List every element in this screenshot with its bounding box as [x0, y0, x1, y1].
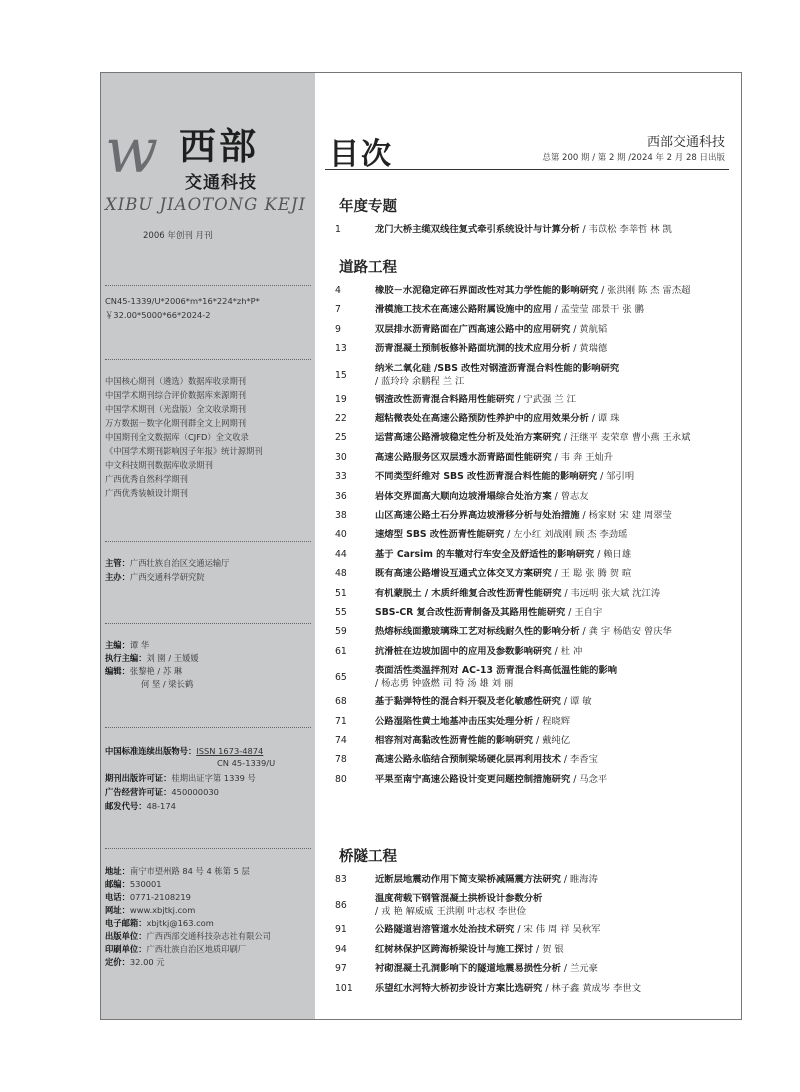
publication-code-line: CN45-1339/U*2006*m*16*224*zh*P*	[105, 296, 260, 306]
toc-entry-title	[375, 432, 690, 444]
article-authors: / 韦远明 张大斌 沈江涛	[561, 587, 661, 599]
article-title: 衬砌混凝土孔洞影响下的隧道地震易损性分析	[375, 963, 561, 975]
article-title: 滑模施工技术在高速公路附属设施中的应用	[375, 304, 552, 316]
postal-label: 邮发代号：	[105, 801, 147, 811]
article-authors: / 宋 伟 周 祥 吴秋军	[514, 924, 601, 936]
contact-label: 电话：	[105, 892, 130, 902]
indexing-item: 《中国学术期刊影响因子年报》统计源期刊	[105, 446, 263, 456]
journal-logo-title: 西部	[179, 125, 259, 168]
article-authors: / 谭 敏	[560, 696, 592, 708]
toc-page-number: 74	[335, 735, 347, 746]
license-value: 桂期出证字第 1339 号	[171, 773, 256, 783]
toc-entry-title	[375, 529, 627, 541]
article-authors: / 马念平	[570, 773, 608, 785]
toc-page-number: 51	[335, 587, 347, 599]
article-authors: / 汪继平 麦荣章 曹小燕 王永斌	[560, 432, 691, 444]
toc-entry-title	[375, 549, 631, 561]
article-authors: / 左小红 刘战刚 顾 杰 李劲瑶	[504, 529, 628, 541]
article-authors: / 兰元豪	[560, 963, 598, 975]
toc-page-number: 30	[335, 451, 347, 463]
article-title: 岩体交界面高大顺向边坡滑塌综合处治方案	[375, 490, 552, 502]
toc-page-number: 71	[335, 715, 347, 727]
indexing-item: 中国学术期刊综合评价数据库来源期刊	[105, 390, 247, 400]
article-title: 表面活性类温拌剂对 AC-13 沥青混合料高低温性能的影响	[375, 665, 618, 677]
article-authors: / 王自宇	[565, 607, 603, 618]
chief-editor-line	[105, 639, 149, 653]
article-authors: / 龚 宇 杨皓安 曾庆华	[579, 626, 672, 638]
toc-entry-title	[375, 285, 690, 297]
postal-value: 48-174	[146, 801, 176, 811]
toc-page-number: 55	[335, 607, 347, 618]
toc-entry-title	[375, 924, 600, 936]
article-authors: / 睢海涛	[560, 874, 598, 885]
issn-value: ISSN 1673-4874	[196, 746, 264, 756]
toc-entry-title	[375, 324, 607, 336]
sponsor-value: 广西交通科学研究院	[129, 572, 205, 582]
article-title: 近断层地震动作用下简支梁桥减隔震方法研究	[375, 874, 561, 885]
article-authors: / 杜 冲	[551, 645, 583, 657]
divider	[105, 623, 311, 624]
toc-entry-title	[375, 665, 617, 677]
divider	[105, 727, 311, 728]
article-authors: / 韦 奔 王灿升	[551, 451, 614, 463]
exec-editor-value: 刘 園 / 王媛媛	[146, 653, 199, 663]
toc-entry-title	[375, 224, 672, 236]
toc-page-number: 86	[335, 900, 347, 912]
toc-entry-title	[375, 735, 570, 747]
toc-page-number: 13	[335, 343, 347, 355]
article-authors: / 黄航韬	[570, 323, 608, 335]
supervisor-line	[105, 557, 229, 571]
article-authors: / 邹引明	[597, 471, 635, 483]
article-title: 平果至南宁高速公路设计变更问题控制措施研究	[375, 773, 571, 785]
toc-entry-title	[375, 626, 672, 638]
toc-page-number: 22	[335, 413, 347, 424]
contact-label: 邮编：	[105, 879, 130, 889]
article-authors: / 杨志勇 钟盛燃 司 特 汤 雄 刘 丽	[375, 678, 514, 690]
article-title: SBS-CR 复合改性沥青制备及其路用性能研究	[375, 607, 566, 618]
contact-value: 南宁市望州路 84 号 4 栋第 5 层	[129, 866, 250, 876]
toc-page-number: 25	[335, 432, 347, 444]
journal-pinyin-name: XIBU JIAOTONG KEJI	[105, 195, 307, 214]
article-title: 基于 Carsim 的车辙对行车安全及舒适性的影响研究	[375, 548, 595, 560]
indexing-item: 中国学术期刊（光盘版）全文收录期刊	[105, 404, 247, 414]
toc-entry-title	[375, 774, 607, 786]
toc-page-number: 33	[335, 471, 347, 483]
toc-entry-title	[375, 983, 641, 995]
article-authors: / 戎 艳 解威威 王洪刚 叶志权 李世俭	[375, 906, 527, 918]
article-authors: / 张洪刚 陈 杰 雷杰超	[598, 285, 691, 296]
article-title: 橡胶－水泥稳定碎石界面改性对其力学性能的影响研究	[375, 285, 599, 296]
sponsor-line	[105, 571, 205, 585]
toc-entry-title	[375, 491, 589, 503]
toc-entry-title	[375, 588, 660, 600]
contact-value: 530001	[129, 879, 162, 889]
article-authors: / 谭 珠	[588, 413, 620, 424]
toc-page-number: 94	[335, 943, 347, 955]
toc-entry-title	[375, 944, 564, 956]
contact-row	[105, 904, 195, 918]
contact-value: 0771-2108219	[129, 892, 191, 902]
toc-page-number: 15	[335, 369, 347, 381]
toc-entry-title	[375, 874, 598, 886]
toc-section-heading: 桥隧工程	[339, 849, 397, 865]
article-title: 既有高速公路增设互通式立体交叉方案研究	[375, 568, 552, 580]
toc-section-heading: 道路工程	[339, 260, 397, 276]
article-title: 速熔型 SBS 改性沥青性能研究	[375, 529, 505, 541]
contact-label: 地址：	[105, 866, 130, 876]
journal-logo-subtitle: 交通科技	[185, 173, 257, 193]
toc-page-number: 1	[335, 224, 341, 235]
article-authors: / 宁武强 兰 江	[514, 393, 576, 405]
editor-value: 张黎艳 / 苏 琳	[129, 666, 183, 676]
article-title: 公路隧道岩溶管道水处治技术研究	[375, 924, 515, 936]
toc-page-number: 44	[335, 548, 347, 560]
ad-license-label: 广告经营许可证：	[105, 787, 172, 797]
toc-entry-title	[375, 893, 542, 905]
article-title: 不同类型纤维对 SBS 改性沥青混合料性能的影响研究	[375, 471, 598, 483]
contact-label: 定价：	[105, 957, 130, 967]
toc-page-number: 101	[335, 982, 353, 994]
publication-code-line: ￥32.00*5000*66*2024-2	[105, 310, 211, 320]
contact-label: 印刷单位：	[105, 944, 147, 954]
toc-page-number: 38	[335, 510, 347, 521]
website-link[interactable]: www.xbjtkj.com	[129, 905, 196, 915]
article-title: 山区高速公路土石分界高边坡滑移分析与处治措施	[375, 510, 580, 521]
article-title: 抗滑桩在边坡加固中的应用及参数影响研究	[375, 645, 552, 657]
toc-section-heading: 年度专题	[339, 199, 397, 215]
contact-row	[105, 956, 165, 970]
article-authors: / 林子鑫 黄成岑 李世文	[542, 982, 641, 994]
article-title: 红树林保护区跨海桥梁设计与施工探讨	[375, 943, 534, 955]
article-title: 沥青混凝土预制板修补路面坑洞的技术应用分析	[375, 343, 571, 355]
article-authors: / 孟莹莹 邵景干 张 鹏	[551, 304, 644, 316]
cn-number: CN 45-1339/U	[217, 758, 276, 768]
toc-entry-title	[375, 716, 570, 728]
toc-page-number: 48	[335, 568, 347, 580]
chief-editor-label: 主编：	[105, 640, 130, 650]
article-authors: / 程晓辉	[533, 715, 570, 727]
toc-entry-title	[375, 646, 582, 658]
contact-label: 网址：	[105, 905, 130, 915]
article-title: 温度荷载下钢管混凝土拱桥设计参数分析	[375, 893, 543, 905]
toc-entry-title	[375, 568, 631, 580]
toc-page-number: 80	[335, 773, 347, 785]
article-title: 热熔标线面撒玻璃珠工艺对标线耐久性的影响分析	[375, 626, 580, 638]
article-authors: / 曾志友	[551, 490, 589, 502]
supervisor-value: 广西壮族自治区交通运输厅	[129, 558, 230, 568]
editor-line-2: 何 坚 / 梁长鹤	[141, 679, 194, 689]
contact-value: 32.00 元	[129, 957, 165, 967]
ad-license-line	[105, 786, 219, 800]
page-frame	[100, 72, 742, 1020]
contact-row	[105, 930, 271, 944]
contact-value: 广西西部交通科技杂志社有限公司	[146, 931, 271, 941]
article-title: 运营高速公路滑坡稳定性分析及处治方案研究	[375, 432, 561, 444]
indexing-item: 中国期刊全文数据库（CJFD）全文收录	[105, 432, 249, 442]
toc-page-number: 97	[335, 963, 347, 975]
divider	[105, 541, 311, 542]
exec-editor-label: 执行主编：	[105, 653, 147, 663]
editor-line	[105, 665, 182, 679]
divider	[105, 848, 311, 849]
toc-page-number: 83	[335, 874, 347, 885]
article-title: 相容剂对高黏改性沥青性能的影响研究	[375, 735, 534, 746]
toc-page-number: 19	[335, 393, 347, 405]
contact-label: 出版单位：	[105, 931, 147, 941]
indexing-item: 广西优秀装帧设计期刊	[105, 488, 188, 498]
article-title: 纳米二氧化硅 /SBS 改性对钢渣沥青混合料性能的影响研究	[375, 362, 620, 374]
serial-label: 中国标准连续出版物号：	[105, 746, 197, 756]
article-title: 龙门大桥主缆双线往复式牵引系统设计与计算分析	[375, 224, 580, 235]
article-authors: / 蓝玲玲 余鹏程 兰 江	[375, 375, 465, 387]
contact-row	[105, 943, 246, 957]
indexing-item: 广西优秀自然科学期刊	[105, 474, 188, 484]
article-authors: / 黄瑞德	[570, 343, 608, 355]
article-authors: / 杨家财 宋 建 周翠莹	[579, 510, 672, 521]
toc-entry-title	[375, 963, 598, 975]
article-title: 高速公路服务区双层透水沥青路面性能研究	[375, 451, 552, 463]
contact-label: 电子邮箱：	[105, 918, 147, 928]
contact-row	[105, 891, 191, 905]
article-title: 高速公路永临结合预制梁场硬化层再利用技术	[375, 754, 561, 766]
article-title: 有机蒙脱土 / 木质纤维复合改性沥青性能研究	[375, 587, 562, 599]
toc-entry-title	[375, 343, 607, 355]
toc-page-number: 4	[335, 285, 341, 296]
chief-editor-value: 谭 华	[129, 640, 150, 650]
toc-entry-title	[375, 471, 634, 483]
sponsor-label: 主办：	[105, 572, 130, 582]
article-authors: / 王 聪 张 腾 贺 暄	[551, 568, 632, 580]
indexing-item: 中国核心期刊（遴选）数据库收录期刊	[105, 376, 247, 386]
toc-page-number: 65	[335, 672, 347, 684]
article-authors: / 李香宝	[560, 754, 598, 766]
toc-page-number: 68	[335, 696, 347, 708]
divider	[105, 285, 311, 286]
editor-label: 编辑：	[105, 666, 130, 676]
indexing-item: 中文科技期刊数据库收录期刊	[105, 460, 213, 470]
license-label: 期刊出版许可证：	[105, 773, 172, 783]
toc-page-number: 91	[335, 924, 347, 936]
journal-name: 西部交通科技	[646, 135, 725, 150]
toc-page-number: 36	[335, 490, 347, 502]
toc-page-number: 7	[335, 304, 341, 316]
postal-code-line	[105, 800, 176, 814]
email-link[interactable]: xbjtkj@163.com	[146, 918, 214, 928]
header-rule	[325, 169, 729, 170]
toc-entry-title	[375, 607, 602, 619]
article-authors: / 韦苡松 李莘哲 林 凯	[579, 224, 672, 235]
toc-page-number: 9	[335, 323, 341, 335]
contact-row	[105, 865, 250, 879]
article-authors: / 戴纯亿	[533, 735, 570, 746]
article-title: 公路湿陷性黄土地基冲击压实处理分析	[375, 715, 534, 727]
article-title: 双层排水沥青路面在广西高速公路中的应用研究	[375, 323, 571, 335]
founded-info: 2006 年创刊 月刊	[143, 231, 213, 241]
toc-entry-title	[375, 452, 613, 464]
toc-entry-title	[375, 394, 576, 406]
toc-entry-title	[375, 363, 619, 375]
indexing-item: 万方数据－数字化期刊群全文上网期刊	[105, 418, 247, 428]
article-authors: / 赖日雄	[594, 548, 632, 560]
ad-license-value: 450000030	[171, 787, 219, 797]
supervisor-label: 主管：	[105, 558, 130, 568]
table-of-contents	[315, 73, 742, 1019]
toc-entry-title	[375, 510, 672, 522]
toc-page-number: 40	[335, 529, 347, 541]
article-authors: / 贺 银	[533, 943, 564, 955]
exec-editor-line	[105, 652, 199, 666]
toc-entry-title	[375, 754, 598, 766]
toc-entry-title	[375, 696, 592, 708]
journal-logo-mark: w	[105, 114, 159, 187]
article-title: 基于黏弹特性的混合料开裂及老化敏感性研究	[375, 696, 561, 708]
toc-entry-title	[375, 413, 619, 425]
contact-value: 广西壮族自治区地质印刷厂	[146, 944, 247, 954]
toc-page-number: 61	[335, 645, 347, 657]
toc-entry-title	[375, 304, 644, 316]
toc-page-number: 78	[335, 754, 347, 766]
article-title: 乐望红水河特大桥初步设计方案比选研究	[375, 982, 543, 994]
toc-page-number: 59	[335, 626, 347, 638]
issue-info: 总第 200 期 / 第 2 期 /2024 年 2 月 28 日出版	[542, 153, 725, 163]
article-title: 钢渣改性沥青混合料路用性能研究	[375, 393, 515, 405]
toc-title: 目次	[329, 137, 393, 172]
license-line	[105, 772, 256, 786]
contact-row	[105, 878, 162, 892]
article-title: 超粘微表处在高速公路预防性养护中的应用效果分析	[375, 413, 589, 424]
contact-row	[105, 917, 214, 931]
divider	[105, 359, 311, 360]
journal-info-sidebar	[101, 73, 315, 1019]
